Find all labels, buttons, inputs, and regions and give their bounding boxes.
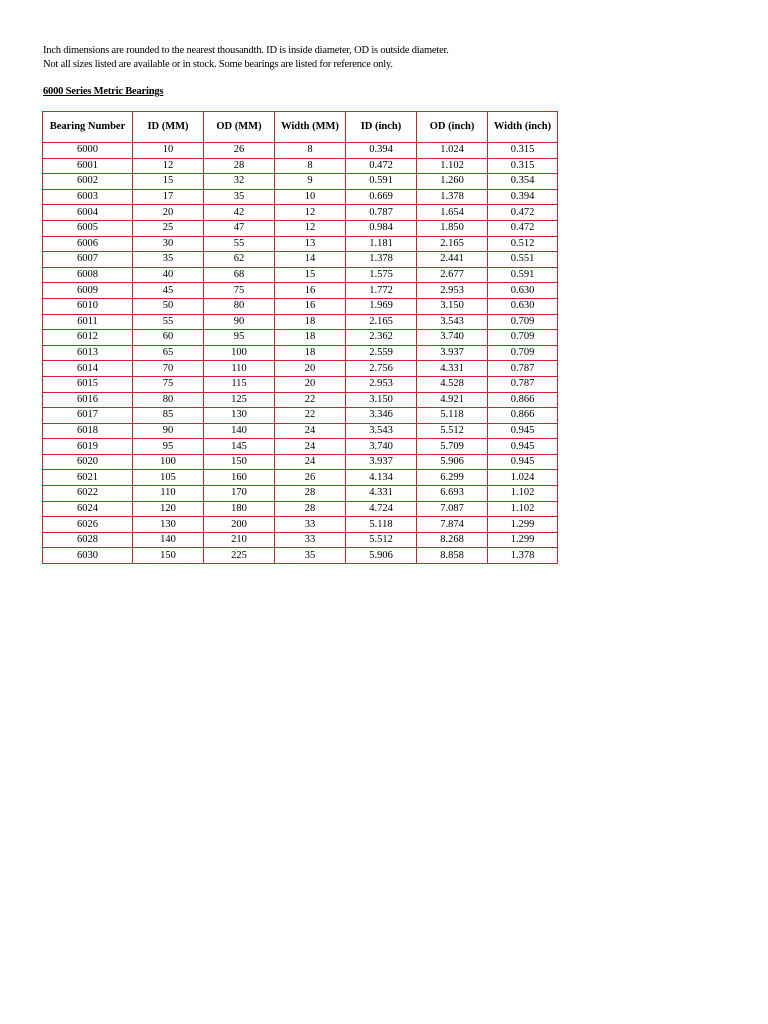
bearing-number-cell: 6004: [43, 205, 133, 221]
od-inch-cell: 1.850: [417, 220, 488, 236]
od-mm-cell: 28: [204, 158, 275, 174]
width-inch-cell: 1.024: [488, 470, 558, 486]
od-mm-cell: 32: [204, 174, 275, 190]
bearing-number-cell: 6014: [43, 361, 133, 377]
od-mm-cell: 130: [204, 408, 275, 424]
width-inch-cell: 0.787: [488, 361, 558, 377]
id-mm-cell: 75: [133, 376, 204, 392]
od-inch-cell: 7.874: [417, 517, 488, 533]
od-mm-cell: 42: [204, 205, 275, 221]
width-inch-cell: 0.866: [488, 408, 558, 424]
od-mm-cell: 26: [204, 143, 275, 159]
width-inch-cell: 1.299: [488, 532, 558, 548]
width-inch-cell: 0.866: [488, 392, 558, 408]
od-mm-cell: 95: [204, 330, 275, 346]
id-inch-cell: 4.331: [346, 486, 417, 502]
header-row: [43, 112, 558, 143]
bearing-number-cell: 6024: [43, 501, 133, 517]
table-body: [43, 143, 558, 564]
width-mm-cell: 13: [275, 236, 346, 252]
od-mm-cell: 210: [204, 532, 275, 548]
table-row: [43, 314, 558, 330]
table-row: [43, 486, 558, 502]
table-row: [43, 345, 558, 361]
od-mm-cell: 47: [204, 220, 275, 236]
table-row: [43, 158, 558, 174]
od-inch-cell: 2.441: [417, 252, 488, 268]
bearing-number-cell: 6011: [43, 314, 133, 330]
width-mm-cell: 18: [275, 314, 346, 330]
od-inch-cell: 4.921: [417, 392, 488, 408]
od-inch-cell: 5.906: [417, 454, 488, 470]
width-inch-cell: 0.512: [488, 236, 558, 252]
table-row: [43, 454, 558, 470]
bearing-number-cell: 6005: [43, 220, 133, 236]
header-od-inch: OD (inch): [417, 112, 488, 143]
width-inch-cell: 1.299: [488, 517, 558, 533]
header-id-mm: ID (MM): [133, 112, 204, 143]
table-row: [43, 143, 558, 159]
width-inch-cell: 0.945: [488, 454, 558, 470]
header-width-mm: Width (MM): [275, 112, 346, 143]
width-mm-cell: 24: [275, 454, 346, 470]
header-od-mm: OD (MM): [204, 112, 275, 143]
od-mm-cell: 68: [204, 267, 275, 283]
table-row: [43, 439, 558, 455]
bearing-number-cell: 6008: [43, 267, 133, 283]
od-inch-cell: 1.102: [417, 158, 488, 174]
notes: [43, 44, 449, 72]
bearing-number-cell: 6016: [43, 392, 133, 408]
table-row: [43, 532, 558, 548]
id-mm-cell: 80: [133, 392, 204, 408]
width-mm-cell: 8: [275, 143, 346, 159]
id-mm-cell: 140: [133, 532, 204, 548]
id-inch-cell: 4.724: [346, 501, 417, 517]
table-row: [43, 392, 558, 408]
od-mm-cell: 62: [204, 252, 275, 268]
width-mm-cell: 10: [275, 189, 346, 205]
bearing-number-cell: 6003: [43, 189, 133, 205]
id-inch-cell: 3.543: [346, 423, 417, 439]
id-inch-cell: 5.512: [346, 532, 417, 548]
id-inch-cell: 4.134: [346, 470, 417, 486]
table-row: [43, 470, 558, 486]
id-inch-cell: 0.984: [346, 220, 417, 236]
od-mm-cell: 115: [204, 376, 275, 392]
id-inch-cell: 3.937: [346, 454, 417, 470]
id-mm-cell: 95: [133, 439, 204, 455]
table-row: [43, 298, 558, 314]
width-mm-cell: 20: [275, 361, 346, 377]
table-row: [43, 252, 558, 268]
id-inch-cell: 3.150: [346, 392, 417, 408]
od-inch-cell: 6.299: [417, 470, 488, 486]
id-inch-cell: 0.394: [346, 143, 417, 159]
note-line-2: Not all sizes listed are available or in stock. Some bearings are listed for reference only.: [43, 59, 393, 70]
id-mm-cell: 70: [133, 361, 204, 377]
od-mm-cell: 100: [204, 345, 275, 361]
od-inch-cell: 7.087: [417, 501, 488, 517]
id-inch-cell: 0.591: [346, 174, 417, 190]
od-mm-cell: 150: [204, 454, 275, 470]
bearing-number-cell: 6013: [43, 345, 133, 361]
bearing-number-cell: 6030: [43, 548, 133, 564]
id-mm-cell: 65: [133, 345, 204, 361]
table-row: [43, 376, 558, 392]
width-inch-cell: 0.630: [488, 283, 558, 299]
id-inch-cell: 1.181: [346, 236, 417, 252]
width-mm-cell: 16: [275, 298, 346, 314]
id-inch-cell: 5.118: [346, 517, 417, 533]
table-row: [43, 501, 558, 517]
id-mm-cell: 35: [133, 252, 204, 268]
od-inch-cell: 1.654: [417, 205, 488, 221]
width-mm-cell: 24: [275, 423, 346, 439]
od-mm-cell: 75: [204, 283, 275, 299]
width-mm-cell: 16: [275, 283, 346, 299]
note-line-1: Inch dimensions are rounded to the nearest thousandth. ID is inside diameter, OD is outside diameter.: [43, 45, 449, 56]
od-inch-cell: 6.693: [417, 486, 488, 502]
width-mm-cell: 28: [275, 501, 346, 517]
od-mm-cell: 55: [204, 236, 275, 252]
id-inch-cell: 2.756: [346, 361, 417, 377]
table-row: [43, 330, 558, 346]
id-inch-cell: 1.575: [346, 267, 417, 283]
od-inch-cell: 2.677: [417, 267, 488, 283]
od-inch-cell: 3.543: [417, 314, 488, 330]
width-mm-cell: 28: [275, 486, 346, 502]
od-mm-cell: 110: [204, 361, 275, 377]
id-mm-cell: 10: [133, 143, 204, 159]
od-mm-cell: 140: [204, 423, 275, 439]
od-mm-cell: 160: [204, 470, 275, 486]
id-mm-cell: 90: [133, 423, 204, 439]
width-mm-cell: 12: [275, 220, 346, 236]
od-mm-cell: 200: [204, 517, 275, 533]
width-mm-cell: 24: [275, 439, 346, 455]
width-inch-cell: 0.472: [488, 205, 558, 221]
id-mm-cell: 17: [133, 189, 204, 205]
width-mm-cell: 15: [275, 267, 346, 283]
header-width-inch: Width (inch): [488, 112, 558, 143]
table-row: [43, 517, 558, 533]
width-mm-cell: 22: [275, 392, 346, 408]
id-inch-cell: 0.669: [346, 189, 417, 205]
id-mm-cell: 30: [133, 236, 204, 252]
width-inch-cell: 0.591: [488, 267, 558, 283]
bearing-number-cell: 6018: [43, 423, 133, 439]
id-inch-cell: 0.472: [346, 158, 417, 174]
width-inch-cell: 0.394: [488, 189, 558, 205]
id-mm-cell: 25: [133, 220, 204, 236]
od-inch-cell: 2.953: [417, 283, 488, 299]
table-row: [43, 408, 558, 424]
id-mm-cell: 100: [133, 454, 204, 470]
id-mm-cell: 85: [133, 408, 204, 424]
id-mm-cell: 55: [133, 314, 204, 330]
od-mm-cell: 90: [204, 314, 275, 330]
od-inch-cell: 2.165: [417, 236, 488, 252]
bearings-table: [42, 111, 558, 564]
width-inch-cell: 0.354: [488, 174, 558, 190]
id-inch-cell: 2.953: [346, 376, 417, 392]
width-mm-cell: 26: [275, 470, 346, 486]
od-mm-cell: 180: [204, 501, 275, 517]
width-inch-cell: 0.315: [488, 158, 558, 174]
id-inch-cell: 3.740: [346, 439, 417, 455]
width-inch-cell: 0.709: [488, 345, 558, 361]
width-mm-cell: 18: [275, 345, 346, 361]
width-inch-cell: 0.551: [488, 252, 558, 268]
od-inch-cell: 4.331: [417, 361, 488, 377]
id-mm-cell: 130: [133, 517, 204, 533]
id-inch-cell: 2.165: [346, 314, 417, 330]
width-mm-cell: 22: [275, 408, 346, 424]
id-mm-cell: 20: [133, 205, 204, 221]
id-inch-cell: 2.362: [346, 330, 417, 346]
od-inch-cell: 3.740: [417, 330, 488, 346]
width-inch-cell: 1.378: [488, 548, 558, 564]
width-mm-cell: 14: [275, 252, 346, 268]
width-mm-cell: 8: [275, 158, 346, 174]
id-mm-cell: 15: [133, 174, 204, 190]
width-inch-cell: 1.102: [488, 486, 558, 502]
table-row: [43, 220, 558, 236]
id-mm-cell: 110: [133, 486, 204, 502]
od-mm-cell: 170: [204, 486, 275, 502]
id-inch-cell: 3.346: [346, 408, 417, 424]
od-inch-cell: 1.260: [417, 174, 488, 190]
header-bearing-number: Bearing Number: [43, 112, 133, 143]
id-mm-cell: 45: [133, 283, 204, 299]
width-mm-cell: 33: [275, 532, 346, 548]
od-inch-cell: 4.528: [417, 376, 488, 392]
bearing-number-cell: 6028: [43, 532, 133, 548]
id-mm-cell: 120: [133, 501, 204, 517]
bearing-number-cell: 6010: [43, 298, 133, 314]
od-mm-cell: 80: [204, 298, 275, 314]
width-mm-cell: 33: [275, 517, 346, 533]
table-row: [43, 267, 558, 283]
bearing-number-cell: 6002: [43, 174, 133, 190]
bearing-number-cell: 6017: [43, 408, 133, 424]
od-inch-cell: 8.858: [417, 548, 488, 564]
od-mm-cell: 225: [204, 548, 275, 564]
bearing-number-cell: 6026: [43, 517, 133, 533]
table-row: [43, 174, 558, 190]
table-row: [43, 361, 558, 377]
od-mm-cell: 125: [204, 392, 275, 408]
width-mm-cell: 12: [275, 205, 346, 221]
width-inch-cell: 0.472: [488, 220, 558, 236]
table-title: 6000 Series Metric Bearings: [43, 86, 164, 97]
table-row: [43, 236, 558, 252]
id-mm-cell: 150: [133, 548, 204, 564]
width-inch-cell: 0.630: [488, 298, 558, 314]
width-mm-cell: 35: [275, 548, 346, 564]
bearing-number-cell: 6000: [43, 143, 133, 159]
width-inch-cell: 0.315: [488, 143, 558, 159]
bearing-number-cell: 6020: [43, 454, 133, 470]
width-inch-cell: 0.945: [488, 439, 558, 455]
width-mm-cell: 18: [275, 330, 346, 346]
id-mm-cell: 60: [133, 330, 204, 346]
id-mm-cell: 105: [133, 470, 204, 486]
bearing-number-cell: 6006: [43, 236, 133, 252]
od-mm-cell: 35: [204, 189, 275, 205]
bearing-number-cell: 6019: [43, 439, 133, 455]
table-row: [43, 283, 558, 299]
id-inch-cell: 1.378: [346, 252, 417, 268]
bearing-number-cell: 6009: [43, 283, 133, 299]
id-mm-cell: 50: [133, 298, 204, 314]
table-row: [43, 548, 558, 564]
od-inch-cell: 3.150: [417, 298, 488, 314]
bearing-number-cell: 6022: [43, 486, 133, 502]
width-inch-cell: 0.709: [488, 314, 558, 330]
od-inch-cell: 1.378: [417, 189, 488, 205]
bearing-number-cell: 6012: [43, 330, 133, 346]
table-row: [43, 205, 558, 221]
id-inch-cell: 5.906: [346, 548, 417, 564]
bearing-number-cell: 6015: [43, 376, 133, 392]
od-inch-cell: 1.024: [417, 143, 488, 159]
od-inch-cell: 5.709: [417, 439, 488, 455]
header-id-inch: ID (inch): [346, 112, 417, 143]
bearing-number-cell: 6021: [43, 470, 133, 486]
od-inch-cell: 5.512: [417, 423, 488, 439]
width-inch-cell: 1.102: [488, 501, 558, 517]
bearing-number-cell: 6001: [43, 158, 133, 174]
width-mm-cell: 9: [275, 174, 346, 190]
width-mm-cell: 20: [275, 376, 346, 392]
id-inch-cell: 1.969: [346, 298, 417, 314]
width-inch-cell: 0.945: [488, 423, 558, 439]
od-inch-cell: 5.118: [417, 408, 488, 424]
width-inch-cell: 0.709: [488, 330, 558, 346]
id-inch-cell: 1.772: [346, 283, 417, 299]
width-inch-cell: 0.787: [488, 376, 558, 392]
od-inch-cell: 3.937: [417, 345, 488, 361]
id-inch-cell: 0.787: [346, 205, 417, 221]
table-row: [43, 189, 558, 205]
bearing-number-cell: 6007: [43, 252, 133, 268]
od-inch-cell: 8.268: [417, 532, 488, 548]
id-mm-cell: 12: [133, 158, 204, 174]
id-mm-cell: 40: [133, 267, 204, 283]
table-row: [43, 423, 558, 439]
od-mm-cell: 145: [204, 439, 275, 455]
id-inch-cell: 2.559: [346, 345, 417, 361]
